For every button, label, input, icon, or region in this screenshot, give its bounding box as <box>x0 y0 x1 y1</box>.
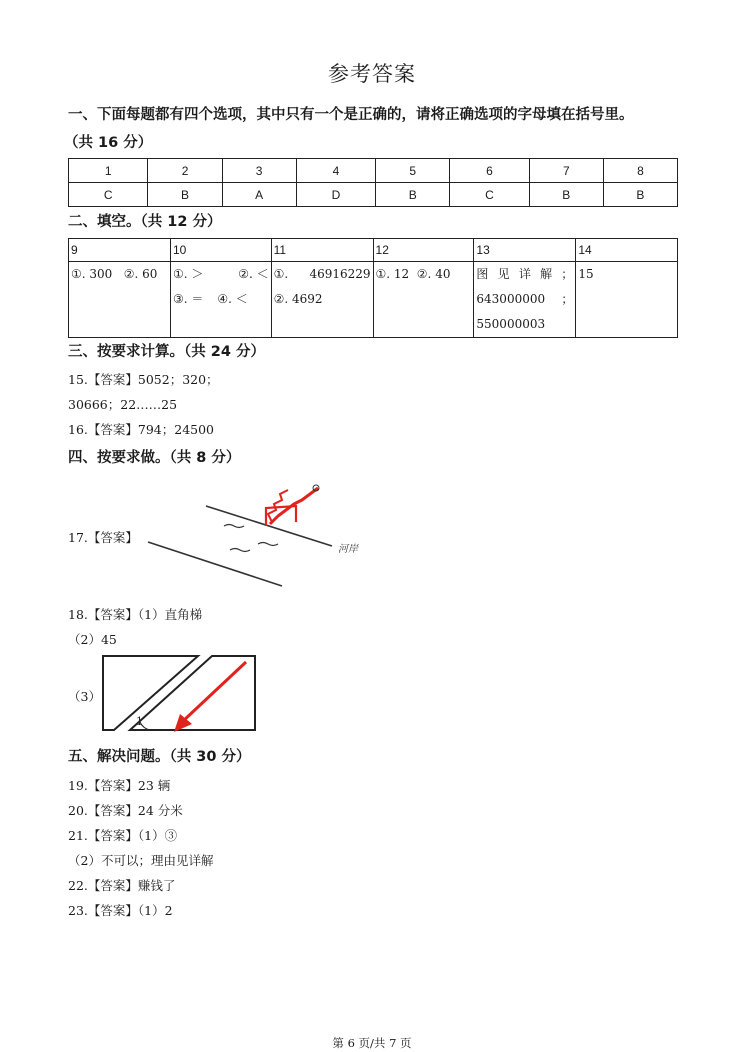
answer-11-1: 46916229 <box>309 267 371 281</box>
answer-11-2: ②. 4692 <box>273 292 323 306</box>
answer-13-char: 详 <box>518 267 531 281</box>
section3-heading: 三、按要求计算。（共 24 分） <box>68 344 266 360</box>
table-row <box>69 239 678 262</box>
table-cell <box>69 262 171 338</box>
section1-answer-table <box>68 158 678 207</box>
table-cell: 3 <box>222 159 296 183</box>
table-cell: B <box>529 183 603 207</box>
answer-21-1: 21.【答案】（1）③ <box>68 828 178 843</box>
table-cell <box>170 262 271 338</box>
table-cell <box>576 262 678 338</box>
trapezoid-figure <box>100 652 260 736</box>
table-cell: A <box>222 183 296 207</box>
table-cell: 2 <box>148 159 222 183</box>
water-mark <box>258 543 278 546</box>
table-cell: D <box>296 183 375 207</box>
table-cell: B <box>148 183 222 207</box>
table-cell: 9 <box>69 239 171 262</box>
answer-16: 16.【答案】794；24500 <box>68 422 215 437</box>
table-cell: 14 <box>576 239 678 262</box>
answer-18-1: 18.【答案】（1）直角梯 <box>68 607 203 622</box>
table-cell: B <box>603 183 677 207</box>
page-footer: 第 6 页/共 7 页 <box>332 1036 412 1050</box>
water-mark <box>230 549 250 552</box>
table-cell: C <box>450 183 529 207</box>
table-cell <box>474 262 576 338</box>
table-row <box>69 262 678 338</box>
answer-13-char: ； <box>561 267 574 281</box>
table-cell <box>271 262 373 338</box>
answer-20: 20.【答案】24 分米 <box>68 803 183 818</box>
section4-heading: 四、按要求做。（共 8 分） <box>68 450 241 466</box>
answer-19: 19.【答案】23 辆 <box>68 778 171 793</box>
answer-13-char: 图 <box>476 267 489 281</box>
section5-heading: 五、解决问题。（共 30 分） <box>68 749 251 765</box>
answer-13-sep: ； <box>561 292 574 306</box>
answer-13-char: 见 <box>497 267 510 281</box>
answer-13-3: 550000003 <box>476 317 546 331</box>
river-bank-figure <box>140 478 380 590</box>
angle-label: 1 <box>136 715 143 728</box>
answer-23: 23.【答案】（1）2 <box>68 903 173 918</box>
table-cell: 10 <box>170 239 271 262</box>
table-cell: 4 <box>296 159 375 183</box>
answer-12: ①. 12 ②. 40 <box>375 267 451 281</box>
answer-17-label: 17.【答案】 <box>68 530 138 545</box>
river-bank-bottom-line <box>148 542 282 586</box>
section2-answer-table <box>68 238 678 338</box>
table-cell: 7 <box>529 159 603 183</box>
red-arrow-shaft <box>182 662 246 722</box>
answer-10-4: ④. ＜ <box>217 292 248 306</box>
table-cell: 1 <box>69 159 148 183</box>
answer-15-line2: 30666；22……25 <box>68 397 178 412</box>
answer-22: 22.【答案】赚钱了 <box>68 878 176 893</box>
table-cell <box>373 262 474 338</box>
table-row <box>69 159 678 183</box>
answer-11-1-label: ①. <box>273 267 289 281</box>
river-bank-label: 河岸 <box>338 544 358 555</box>
answer-13-char: 解 <box>540 267 553 281</box>
table-cell: 12 <box>373 239 474 262</box>
table-cell: 5 <box>376 159 450 183</box>
answer-9: ①. 300 ②. 60 <box>71 267 158 281</box>
table-cell: 8 <box>603 159 677 183</box>
answer-18-2: （2）45 <box>68 632 117 647</box>
answer-10-1: ①. ＞ <box>172 267 204 281</box>
table-cell: C <box>69 183 148 207</box>
table-cell: B <box>376 183 450 207</box>
table-row <box>69 183 678 207</box>
answer-21-2: （2）不可以；理由见详解 <box>68 853 214 868</box>
page-title: 参考答案 <box>328 62 416 86</box>
section1-heading: 一、下面每题都有四个选项，其中只有一个是正确的，请将正确选项的字母填在括号里。 <box>68 107 634 123</box>
answer-10-2: ②. ＜ <box>238 267 269 281</box>
answer-18-3-label: （3） <box>68 689 101 704</box>
water-mark <box>224 525 244 528</box>
section2-heading: 二、填空。（共 12 分） <box>68 214 222 230</box>
answer-15-line1: 15.【答案】5052；320； <box>68 372 219 387</box>
answer-14: 15 <box>578 267 594 281</box>
table-cell: 13 <box>474 239 576 262</box>
answer-13-2: 643000000 <box>476 292 546 306</box>
right-trapezoid <box>130 656 255 730</box>
table-cell: 11 <box>271 239 373 262</box>
answer-10-3: ③. ＝ <box>172 292 204 306</box>
table-cell: 6 <box>450 159 529 183</box>
section1-heading-points: （共 16 分） <box>64 135 153 151</box>
